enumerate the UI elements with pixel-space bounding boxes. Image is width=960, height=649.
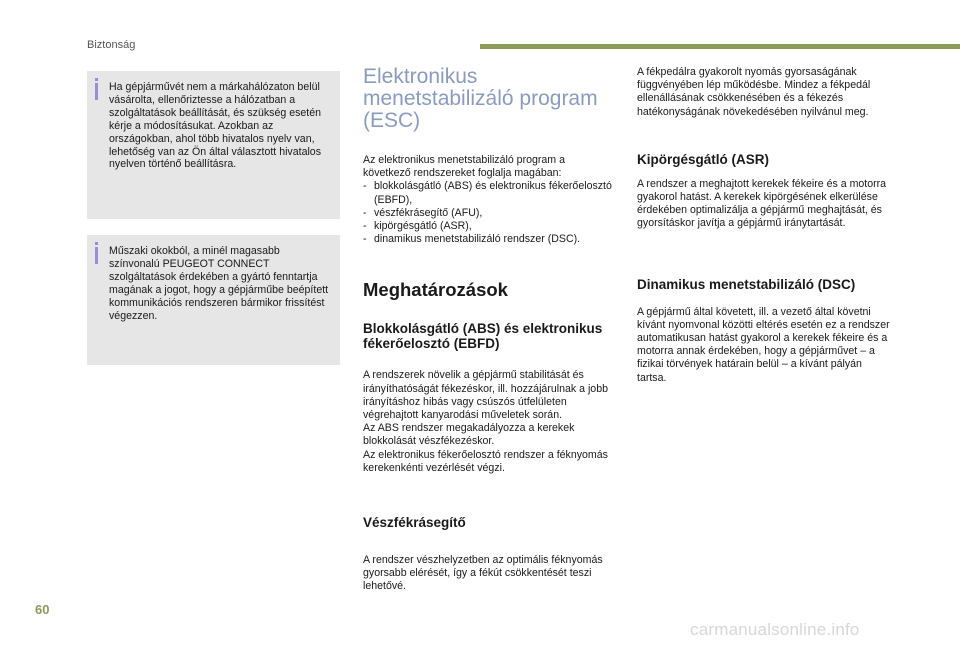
esc-list (363, 180, 613, 246)
info-note-text: Műszaki okokból, a minél magasabb színvonalú PEUGEOT CONNECT szolgáltatások érdekében a gyártó fenntartja magának a jogot, hogy a gépjárműbe beépített kommunikációs rendszeren bármikor frissítést végezzen. (109, 245, 329, 322)
info-note-box (87, 235, 340, 365)
abs-paragraph: A rendszerek növelik a gépjármű stabilitását és irányíthatóságát fékezéskor, ill. hozzájárulnak a jobb irányításhoz hibás vagy csúszós útfelületen végrehajtott kanyarodási műveletek során. (363, 369, 608, 422)
info-note-text: Ha gépjárművét nem a márkahálózaton belül vásárolta, ellenőriztesse a hálózatban a szolgáltatások beállítását, és szükség esetén kérje a módosításukat. Azokban az országokban, ahol több hivatalos nyelv van, lehetőség van az Ön által választott hivatalos nyelven történő beállításra. (109, 81, 321, 171)
column-right (637, 66, 892, 385)
abs-paragraph: Az ABS rendszer megakadályozza a kerekek blokkolását vészfékezéskor. (363, 422, 575, 448)
column-middle (363, 66, 613, 594)
asr-paragraph: A rendszer a meghajtott kerekek fékeire és a motorra gyakorol hatást. A kerekek kipörgésének elkerülése érdekében optimalizálja a gépjármű meghajtását, és gyorsításkor javítja a gépjármű iránytartását. (637, 177, 887, 230)
definitions-heading: Meghatározások (363, 279, 508, 301)
list-item: - blokkolásgátló (ABS) és elektronikus fékerőelosztó (EBFD), (363, 180, 612, 206)
dsc-paragraph: A gépjármű által követett, ill. a vezető által követni kívánt nyomvonal közötti eltérés esetén ez a rendszer automatikusan hatást gyakorol a kerekek fékeire és a motorra annak érdekében, hogy a gépjárművet – a fizikai törvények határain belül – a kívánt pályán tartsa. (637, 305, 890, 384)
watermark: carmanualsonline.info (690, 620, 860, 639)
afu-paragraph-continued: A fékpedálra gyakorolt nyomás gyorsaságának függvényében lép működésbe. Mindez a fékpedál ellenállásának csökkenésében és a fékezés hatékonyságának növekedésében nyilvánul meg. (637, 66, 871, 118)
afu-heading: Vészfékrásegítő (363, 515, 466, 531)
afu-paragraph: A rendszer vészhelyzetben az optimális féknyomás gyorsabb elérését, így a fékút csökkentését teszi lehetővé. (363, 554, 603, 593)
list-item: - dinamikus menetstabilizáló rendszer (DSC). (363, 233, 581, 246)
esc-intro: Az elektronikus menetstabilizáló program a következő rendszereket foglalja magában: (363, 154, 565, 180)
info-note-box (87, 71, 340, 219)
esc-title: Elektronikus menetstabilizáló program (ESC) (363, 65, 598, 132)
info-icon (95, 83, 98, 100)
info-icon (95, 247, 98, 264)
header-accent-bar (480, 44, 960, 49)
list-item: - vészfékrásegítő (AFU), (363, 206, 483, 219)
page-number: 60 (35, 602, 50, 617)
list-item: - kipörgésgátló (ASR), (363, 220, 472, 233)
section-title: Biztonság (87, 39, 136, 51)
asr-heading: Kipörgésgátló (ASR) (637, 151, 770, 167)
dsc-heading: Dinamikus menetstabilizáló (DSC) (637, 276, 856, 292)
abs-heading: Blokkolásgátló (ABS) és elektronikus fékerőelosztó (EBFD) (363, 321, 603, 352)
abs-paragraph: Az elektronikus fékerőelosztó rendszer a féknyomás kerekenkénti vezérlését végzi. (363, 448, 608, 474)
